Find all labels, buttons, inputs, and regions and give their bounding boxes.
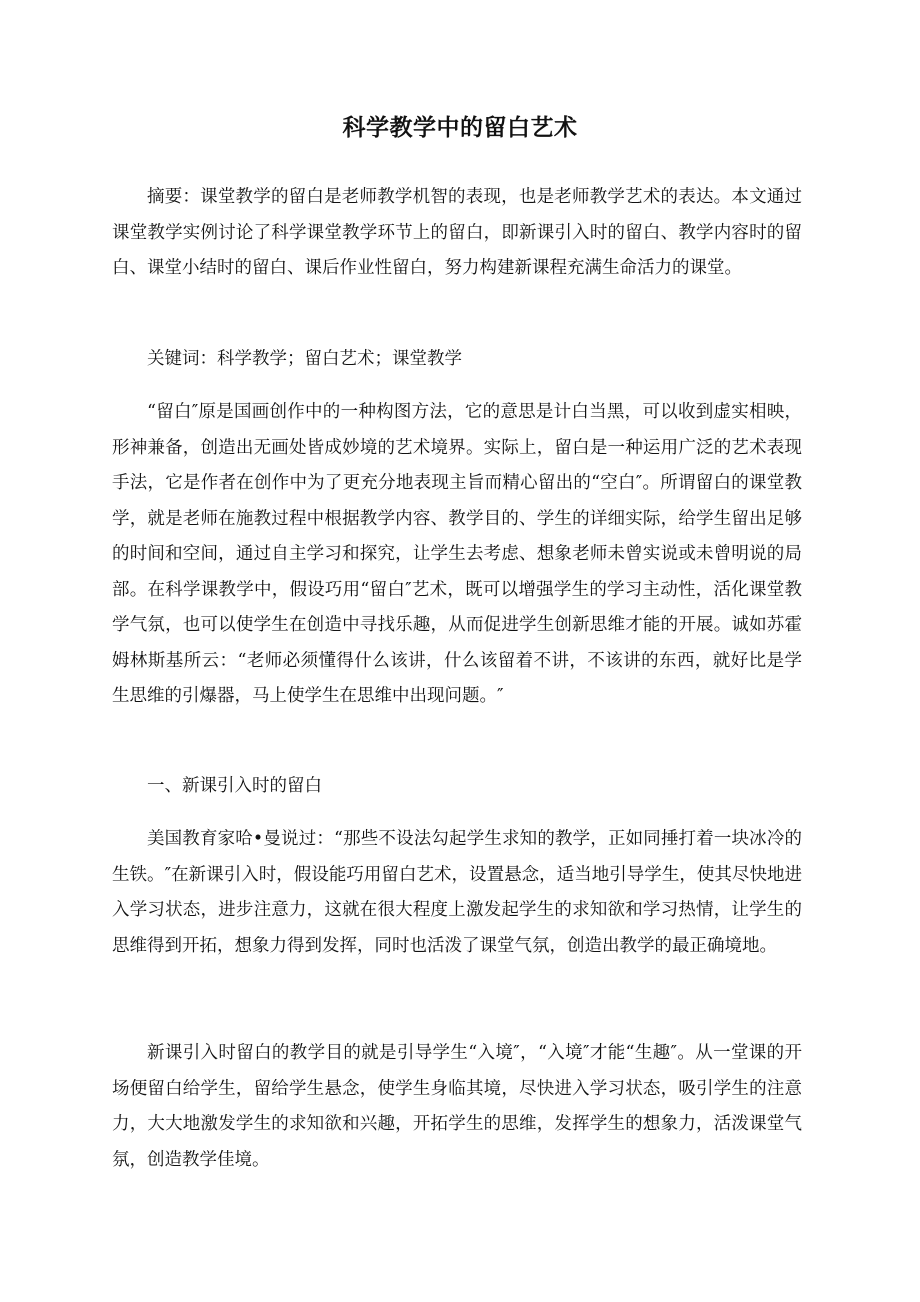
- keywords-line: 关键词：科学教学；留白艺术；课堂教学: [147, 349, 462, 369]
- abstract-paragraph: 摘要：课堂教学的留白是老师教学机智的表现，也是老师教学艺术的表达。本文通过课堂教学实例讨论了科学课堂教学环节上的留白，即新课引入时的留白、教学内容时的留白、课堂小结时的留白、课后作业性留白，努力构建新课程充满生命活力的课堂。: [112, 187, 802, 278]
- section-heading-1: 一、新课引入时的留白: [147, 776, 322, 796]
- section1-paragraph-2: 新课引入时留白的教学目的就是引导学生“入境″，“入境″才能“生趣″。从一堂课的开场便留白给学生，留给学生悬念，使学生身临其境，尽快进入学习状态，吸引学生的注意力，大大地激发学生的求知欲和兴趣，开拓学生的思维，发挥学生的想象力，活泼课堂气氛，创造教学佳境。: [112, 1043, 802, 1170]
- section1-paragraph-1: 美国教育家哈•曼说过：“那些不设法勾起学生求知的教学，正如同捶打着一块冰冷的生铁。″在新课引入时，假设能巧用留白艺术，设置悬念，适当地引导学生，使其尽快地进入学习状态，进步注意力，这就在很大程度上激发起学生的求知欲和学习热情，让学生的思维得到开拓，想象力得到发挥，同时也活泼了课堂气氛，创造出教学的最正确境地。: [112, 829, 802, 956]
- intro-paragraph: “留白″原是国画创作中的一种构图方法，它的意思是计白当黑，可以收到虚实相映，形神兼备，创造出无画处皆成妙境的艺术境界。实际上，留白是一种运用广泛的艺术表现手法，它是作者在创作中为了更充分地表现主旨而精心留出的“空白″。所谓留白的课堂教学，就是老师在施教过程中根据教学内容、教学目的、学生的详细实际，给学生留出足够的时间和空间，通过自主学习和探究，让学生去考虑、想象老师未曾实说或未曾明说的局部。在科学课教学中，假设巧用“留白″艺术，既可以增强学生的学习主动性，活化课堂教学气氛，也可以使学生在创造中寻找乐趣，从而促进学生创新思维才能的开展。诚如苏霍姆林斯基所云：“老师必须懂得什么该讲，什么该留着不讲，不该讲的东西，就好比是学生思维的引爆器，马上使学生在思维中出现问题。″: [112, 402, 802, 706]
- document-title: 科学教学中的留白艺术: [342, 114, 578, 141]
